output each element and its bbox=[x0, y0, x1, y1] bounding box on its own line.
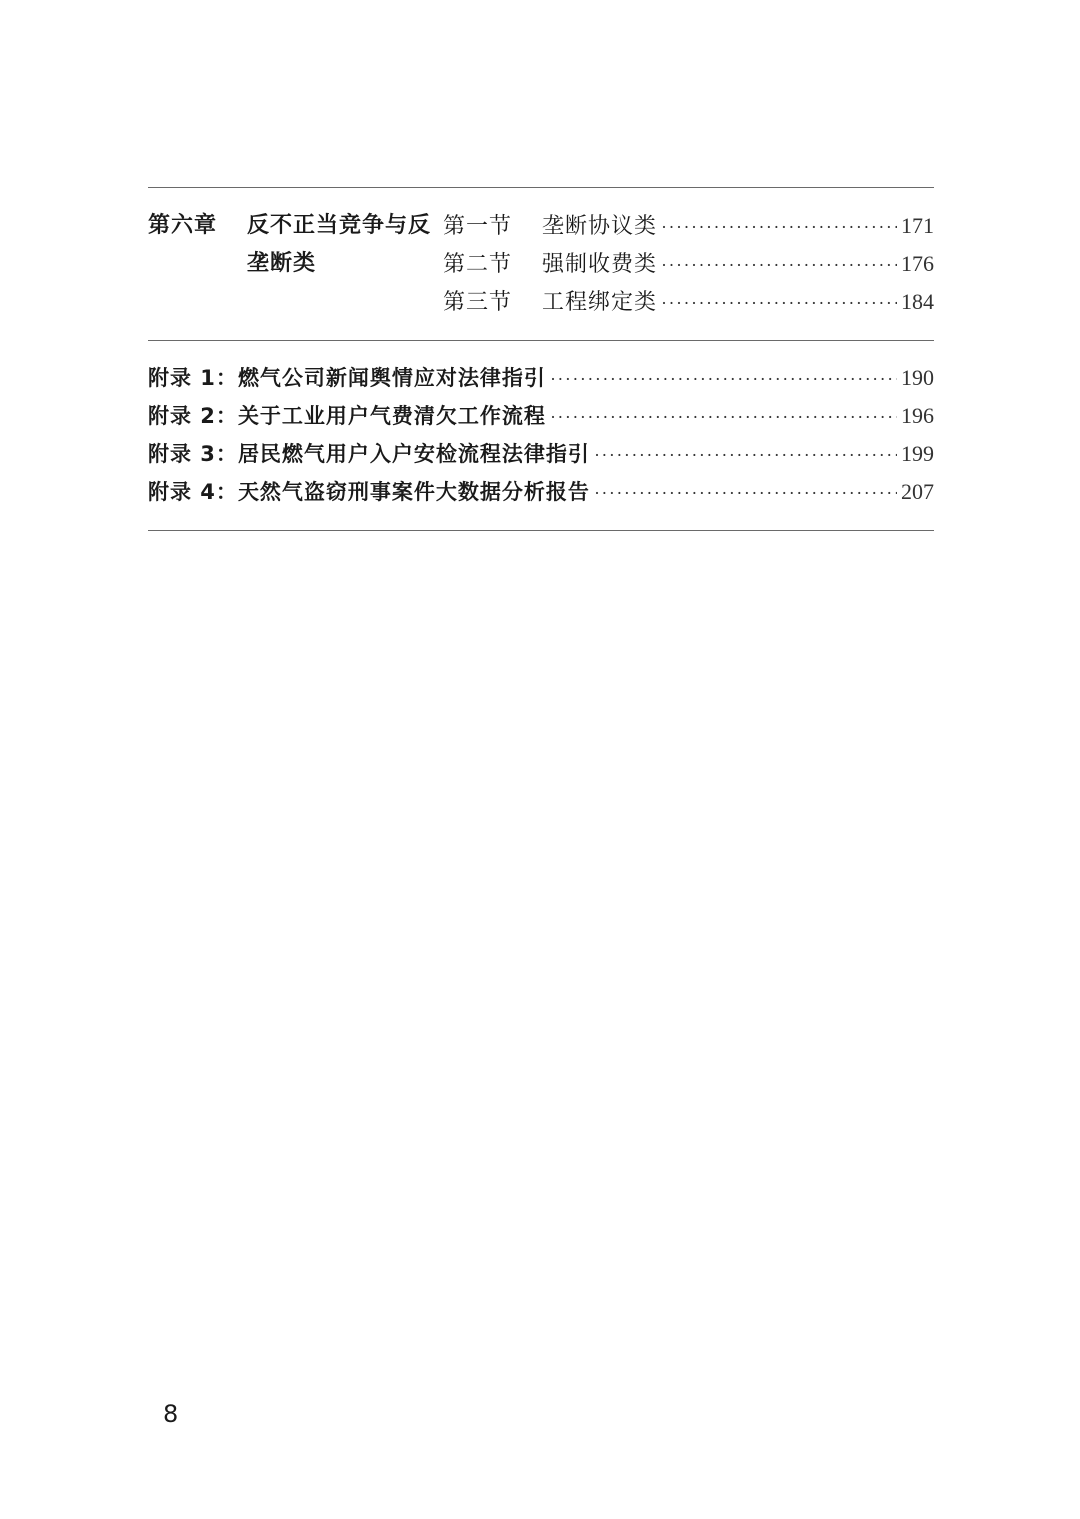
appendix-title: 燃气公司新闻舆情应对法律指引 bbox=[237, 366, 546, 390]
appendix-entry[interactable] bbox=[148, 359, 934, 397]
middle-divider bbox=[148, 340, 934, 341]
appendix-entry[interactable] bbox=[148, 435, 934, 473]
chapter-sections bbox=[443, 207, 934, 321]
appendix-label: 附录 2： bbox=[148, 404, 238, 428]
dot-leader bbox=[661, 246, 897, 284]
toc-entry[interactable] bbox=[443, 245, 934, 283]
section-number: 第一节 bbox=[443, 214, 513, 239]
section-number: 第二节 bbox=[443, 252, 513, 277]
page-number: 8 bbox=[163, 1400, 179, 1428]
appendix-list bbox=[148, 359, 934, 511]
bottom-divider bbox=[148, 530, 934, 531]
dot-leader bbox=[594, 436, 897, 474]
page-ref: 176 bbox=[901, 251, 934, 276]
appendix-label: 附录 4： bbox=[148, 480, 238, 504]
page-ref: 196 bbox=[901, 403, 934, 428]
top-divider bbox=[148, 187, 934, 188]
section-title: 工程绑定类 bbox=[542, 290, 658, 315]
dot-leader bbox=[661, 208, 897, 246]
dot-leader bbox=[550, 360, 897, 398]
section-number: 第三节 bbox=[443, 290, 513, 315]
dot-leader bbox=[594, 474, 897, 512]
appendix-title: 关于工业用户气费清欠工作流程 bbox=[237, 404, 546, 428]
appendix-title: 天然气盗窃刑事案件大数据分析报告 bbox=[237, 480, 590, 504]
appendix-title: 居民燃气用户入户安检流程法律指引 bbox=[237, 442, 590, 466]
section-title: 垄断协议类 bbox=[542, 214, 658, 239]
page-ref: 199 bbox=[901, 441, 934, 466]
appendix-entry[interactable] bbox=[148, 473, 934, 511]
appendix-label: 附录 1： bbox=[148, 366, 238, 390]
chapter-title: 反不正当竞争与反垄断类 bbox=[247, 213, 432, 276]
page-ref: 184 bbox=[901, 289, 934, 314]
section-title: 强制收费类 bbox=[542, 252, 658, 277]
page-ref: 171 bbox=[901, 213, 934, 238]
appendix-entry[interactable] bbox=[148, 397, 934, 435]
dot-leader bbox=[550, 398, 897, 436]
toc-entry[interactable] bbox=[443, 283, 934, 321]
page-ref: 207 bbox=[901, 479, 934, 504]
toc-entry[interactable] bbox=[443, 207, 934, 245]
page-ref: 190 bbox=[901, 365, 934, 390]
dot-leader bbox=[661, 284, 897, 322]
appendix-label: 附录 3： bbox=[148, 442, 238, 466]
chapter-label: 第六章 bbox=[148, 213, 218, 238]
